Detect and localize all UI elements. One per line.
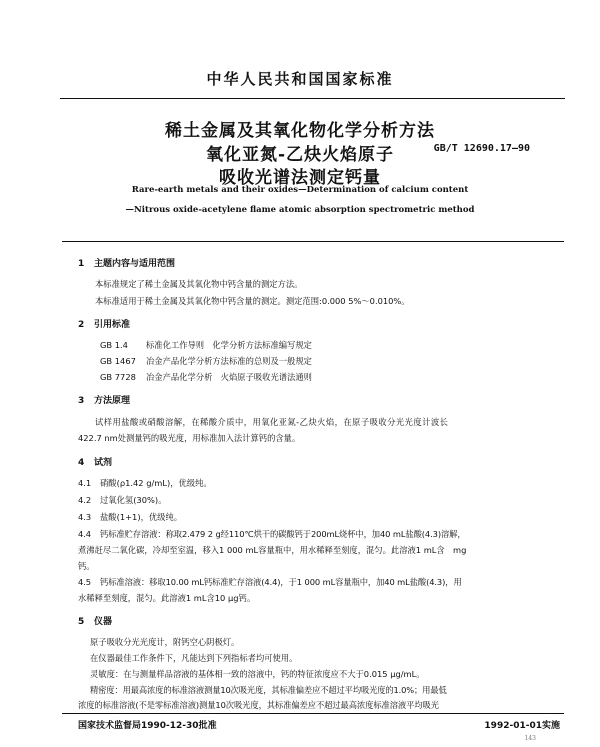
section-number: 1	[78, 259, 85, 269]
item-number: 4.3	[78, 512, 92, 522]
paragraph-line: 422.7 nm处测量钙的吸光度，用标准加入法计算钙的含量。	[78, 433, 301, 443]
item-text: 硝酸(ρ1.42 g/mL)，优级纯。	[100, 478, 212, 488]
reference-item	[100, 339, 312, 351]
paragraph-line: 浓度的标准溶液(不是零标准溶液)测量10次吸光度，其标准偏差应不超过最高浓度标准溶液平均吸光	[78, 700, 439, 710]
title-divider	[62, 241, 564, 242]
item-text: 钙标准贮存溶液：称取2.479 2 g经110℃烘干的碳酸钙于200mL烧杯中，加40 mL盐酸(4.3)溶解，	[100, 529, 466, 539]
standard-header: 中华人民共和国国家标准	[206, 70, 394, 88]
page-number: 143	[524, 735, 536, 742]
reference-code: GB 1.4	[100, 340, 128, 350]
section-title: 方法原理	[94, 396, 131, 406]
item-text: 钙标准溶液：移取10.00 mL钙标准贮存溶液(4.4)，于1 000 mL容量瓶中，加40 mL盐酸(4.3)，用	[100, 577, 462, 587]
section-4-heading	[78, 455, 112, 468]
section-title: 主题内容与适用范围	[94, 259, 176, 269]
doc-title-line3: 吸收光谱法测定钙量	[219, 168, 381, 188]
paragraph-line: 水稀释至刻度，混匀。此溶液1 mL含10 μg钙。	[78, 593, 256, 603]
section-2-heading	[78, 317, 130, 330]
item-number: 4.4	[78, 529, 91, 539]
section-number: 3	[78, 396, 85, 406]
footer-divider	[62, 713, 564, 714]
reference-name: 标准化工作导则 化学分析方法标准编写规定	[146, 340, 312, 350]
item-text: 过氧化氢(30%)。	[100, 495, 167, 505]
section-number: 2	[78, 320, 85, 330]
english-title-line2: —Nitrous oxide-acetylene flame atomic absorption spectrometric method	[125, 205, 475, 215]
paragraph: 灵敏度：在与测量样品溶液的基体相一致的溶液中，钙的特征浓度应不大于0.015 μg/mL。	[90, 669, 425, 679]
reagent-item	[78, 511, 182, 523]
english-title-line1: Rare-earth metals and their oxides—Determination of calcium content	[131, 185, 469, 195]
doc-title-line1: 稀土金属及其氧化物化学分析方法	[165, 121, 435, 141]
reference-name: 冶金产品化学分析 火焰原子吸收光谱法通则	[146, 372, 312, 382]
reference-item	[100, 355, 312, 367]
item-number: 4.2	[78, 495, 92, 505]
reagent-item	[78, 477, 212, 489]
paragraph: 本标准规定了稀土金属及其氧化物中钙含量的测定方法。	[95, 279, 303, 289]
header-divider	[60, 98, 565, 99]
paragraph-line: 钙。	[78, 561, 95, 571]
section-number: 4	[78, 458, 85, 468]
reference-name: 冶金产品化学分析方法标准的总则及一般规定	[146, 356, 312, 366]
paragraph: 原子吸收分光光度计，附钙空心阴极灯。	[90, 637, 240, 647]
standard-number: GB/T 12690.17—90	[433, 143, 530, 154]
reagent-item	[78, 576, 462, 588]
paragraph-line: 煮沸赶尽二氧化碳，冷却至室温，移入1 000 mL容量瓶中，用水稀释至刻度，混匀。此溶液1 mL含 mg	[78, 545, 467, 555]
paragraph-line: 试样用盐酸或硝酸溶解，在稀酸介质中，用氧化亚氮-乙炔火焰，在原子吸收分光光度计波长	[95, 417, 449, 427]
paragraph-line: 精密度：用最高浓度的标准溶液测量10次吸光度，其标准偏差应不超过平均吸光度的1.0%；用最低	[90, 685, 447, 695]
section-title: 试剂	[94, 458, 113, 468]
reference-code: GB 7728	[100, 372, 136, 382]
item-number: 4.1	[78, 478, 92, 488]
section-5-heading	[78, 614, 112, 627]
reference-code: GB 1467	[100, 356, 136, 366]
approval-date: 国家技术监督局1990-12-30批准	[78, 721, 217, 731]
paragraph: 本标准适用于稀土金属及其氧化物中钙含量的测定。测定范围:0.000 5%～0.010%。	[95, 296, 410, 306]
section-title: 引用标准	[94, 320, 131, 330]
implementation-date: 1992-01-01实施	[484, 721, 560, 731]
section-number: 5	[78, 617, 85, 627]
item-text: 盐酸(1+1)，优级纯。	[100, 512, 183, 522]
section-1-heading	[78, 256, 175, 269]
reagent-item	[78, 528, 466, 540]
section-title: 仪器	[94, 617, 113, 627]
paragraph: 在仪器最佳工作条件下，凡能达到下列指标者均可使用。	[90, 653, 298, 663]
reference-item	[100, 371, 312, 383]
doc-title-line2: 氧化亚氮-乙炔火焰原子	[205, 145, 395, 165]
section-3-heading	[78, 393, 130, 406]
reagent-item	[78, 494, 166, 506]
item-number: 4.5	[78, 577, 91, 587]
